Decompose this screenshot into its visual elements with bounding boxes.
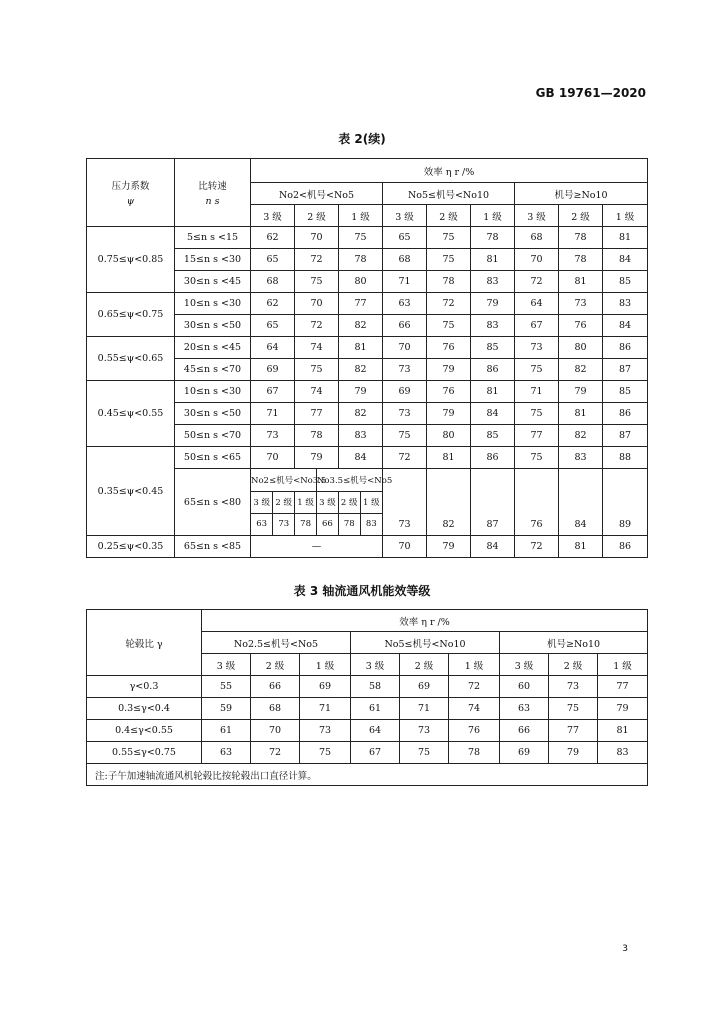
value-cell: 76 — [449, 720, 500, 742]
value-cell: 79 — [559, 381, 603, 403]
speed-range: 50≤n s <65 — [175, 447, 251, 469]
table-row — [87, 337, 648, 359]
group-header: No5≤机号<No10 — [383, 183, 515, 205]
value-cell: 72 — [515, 536, 559, 558]
table2 — [86, 158, 648, 558]
value-cell: 73 — [549, 676, 598, 698]
value-cell: 60 — [500, 676, 549, 698]
value-cell: 74 — [295, 381, 339, 403]
header-specific-speed — [175, 159, 251, 227]
value-cell: 77 — [295, 403, 339, 425]
value-cell: 77 — [598, 676, 648, 698]
sub-grade: 1 级 — [295, 491, 317, 513]
value-cell: 81 — [471, 249, 515, 271]
grade-header: 3 级 — [383, 205, 427, 227]
value-cell: 64 — [251, 337, 295, 359]
value-cell: 79 — [549, 742, 598, 764]
grade-header: 3 级 — [351, 654, 400, 676]
sub-grade: 2 级 — [338, 491, 360, 513]
pressure-label: 压力系数 — [111, 181, 150, 192]
value-cell: 87 — [603, 359, 648, 381]
value-cell: 71 — [251, 403, 295, 425]
speed-range: 30≤n s <50 — [175, 315, 251, 337]
value-cell: 78 — [295, 513, 317, 535]
grade-header: 3 级 — [202, 654, 251, 676]
grade-header: 1 级 — [300, 654, 351, 676]
speed-range: 10≤n s <30 — [175, 293, 251, 315]
value-cell: 74 — [449, 698, 500, 720]
value-cell: 76 — [427, 337, 471, 359]
value-cell: 71 — [383, 271, 427, 293]
value-cell: 77 — [515, 425, 559, 447]
grade-header: 1 级 — [339, 205, 383, 227]
value-cell: 70 — [383, 536, 427, 558]
value-cell: 80 — [559, 337, 603, 359]
grade-header: 3 级 — [515, 205, 559, 227]
value-cell: 86 — [603, 337, 648, 359]
grade-header: 1 级 — [449, 654, 500, 676]
value-cell: 79 — [339, 381, 383, 403]
sub-grade: 2 级 — [273, 491, 295, 513]
hub-ratio-range: 0.55≤γ<0.75 — [87, 742, 202, 764]
group-header: No2.5≤机号<No5 — [202, 632, 351, 654]
value-cell: 84 — [339, 447, 383, 469]
value-cell: 73 — [559, 293, 603, 315]
speed-range: 65≤n s <80 — [175, 469, 251, 536]
table2-header-row — [87, 159, 648, 183]
value-cell: 87 — [471, 469, 515, 536]
sub-group-header: No2≤机号<No3.5 — [251, 469, 316, 491]
page-number: 3 — [622, 944, 628, 954]
value-cell: 73 — [273, 513, 295, 535]
speed-range: 30≤n s <45 — [175, 271, 251, 293]
value-cell: 65 — [251, 315, 295, 337]
value-cell: 71 — [300, 698, 351, 720]
value-cell: 75 — [295, 359, 339, 381]
value-cell: 86 — [471, 447, 515, 469]
table-row — [87, 698, 648, 720]
value-cell: 87 — [603, 425, 648, 447]
speed-label: 比转速 — [198, 181, 227, 192]
value-cell: 71 — [400, 698, 449, 720]
standard-code: GB 19761—2020 — [535, 86, 646, 100]
grade-header: 2 级 — [427, 205, 471, 227]
value-cell: 72 — [515, 271, 559, 293]
grade-header: 2 级 — [295, 205, 339, 227]
header-efficiency: 效率 η r /% — [202, 610, 648, 632]
value-cell: 81 — [559, 403, 603, 425]
value-cell: 85 — [471, 425, 515, 447]
value-cell: 65 — [383, 227, 427, 249]
value-cell: 78 — [427, 271, 471, 293]
value-cell: 79 — [427, 359, 471, 381]
value-cell: 68 — [383, 249, 427, 271]
value-cell: 86 — [603, 536, 648, 558]
value-cell: 64 — [515, 293, 559, 315]
value-cell: 66 — [251, 676, 300, 698]
sub-grade: 3 级 — [251, 491, 273, 513]
speed-range: 30≤n s <50 — [175, 403, 251, 425]
value-cell: 84 — [471, 536, 515, 558]
value-cell: 75 — [427, 315, 471, 337]
sub-group-header: No3.5≤机号<No5 — [316, 469, 382, 491]
value-cell: 86 — [471, 359, 515, 381]
value-cell: 75 — [549, 698, 598, 720]
speed-range: 45≤n s <70 — [175, 359, 251, 381]
speed-range: 20≤n s <45 — [175, 337, 251, 359]
value-cell: 81 — [559, 536, 603, 558]
value-cell: 75 — [515, 359, 559, 381]
value-cell: 78 — [559, 249, 603, 271]
value-cell: 70 — [251, 447, 295, 469]
value-cell: 88 — [603, 447, 648, 469]
value-cell: 76 — [559, 315, 603, 337]
value-cell: 84 — [559, 469, 603, 536]
table-row — [87, 742, 648, 764]
table-row — [87, 447, 648, 469]
value-cell: 82 — [339, 315, 383, 337]
value-cell: 68 — [251, 271, 295, 293]
header-pressure-coefficient — [87, 159, 175, 227]
sub-grade-row — [251, 491, 382, 513]
value-cell: 75 — [515, 403, 559, 425]
table3-header-row — [87, 610, 648, 632]
value-cell: 69 — [400, 676, 449, 698]
hub-ratio-range: γ<0.3 — [87, 676, 202, 698]
value-cell: 70 — [383, 337, 427, 359]
sub-value-row — [251, 513, 382, 535]
value-cell: 75 — [427, 249, 471, 271]
value-cell: 81 — [471, 381, 515, 403]
speed-range: 15≤n s <30 — [175, 249, 251, 271]
table-row — [87, 536, 648, 558]
value-cell: 75 — [339, 227, 383, 249]
sub-table — [251, 469, 393, 535]
value-cell: 86 — [603, 403, 648, 425]
value-cell: 66 — [316, 513, 338, 535]
value-cell: 75 — [400, 742, 449, 764]
pressure-range: 0.55≤ψ<0.65 — [87, 337, 175, 381]
value-cell: 69 — [500, 742, 549, 764]
value-cell: 55 — [202, 676, 251, 698]
hub-ratio-range: 0.4≤γ<0.55 — [87, 720, 202, 742]
pressure-range: 0.25≤ψ<0.35 — [87, 536, 175, 558]
group-header: 机号≥No10 — [500, 632, 648, 654]
grade-header: 1 级 — [598, 654, 648, 676]
value-cell: 68 — [515, 227, 559, 249]
value-cell: 83 — [471, 271, 515, 293]
value-cell: 83 — [471, 315, 515, 337]
value-cell: 74 — [295, 337, 339, 359]
header-efficiency: 效率 η r /% — [251, 159, 648, 183]
value-cell: 59 — [202, 698, 251, 720]
value-cell: 69 — [300, 676, 351, 698]
hub-ratio-range: 0.3≤γ<0.4 — [87, 698, 202, 720]
value-cell: 68 — [251, 698, 300, 720]
value-cell: 80 — [339, 271, 383, 293]
table-row — [87, 293, 648, 315]
grade-header: 2 级 — [549, 654, 598, 676]
value-cell: 72 — [295, 249, 339, 271]
table2-caption: 表 2(续) — [338, 132, 386, 146]
value-cell: 79 — [427, 536, 471, 558]
value-cell: 79 — [427, 403, 471, 425]
value-cell: 78 — [471, 227, 515, 249]
value-cell: 72 — [383, 447, 427, 469]
value-cell: 69 — [251, 359, 295, 381]
value-cell: 78 — [338, 513, 360, 535]
value-cell: 82 — [339, 403, 383, 425]
sub-group-row — [251, 469, 382, 491]
value-cell: 73 — [400, 720, 449, 742]
value-cell: 82 — [339, 359, 383, 381]
value-cell: 81 — [603, 227, 648, 249]
value-cell: 73 — [515, 337, 559, 359]
value-cell: 62 — [251, 293, 295, 315]
value-cell: 67 — [351, 742, 400, 764]
value-cell: 69 — [383, 381, 427, 403]
value-cell: 73 — [383, 469, 427, 536]
value-cell: 58 — [351, 676, 400, 698]
value-cell: 77 — [339, 293, 383, 315]
value-cell: 66 — [383, 315, 427, 337]
table-row — [87, 676, 648, 698]
value-cell: 65 — [251, 249, 295, 271]
pressure-range: 0.75≤ψ<0.85 — [87, 227, 175, 293]
value-cell: 67 — [515, 315, 559, 337]
value-cell: 80 — [427, 425, 471, 447]
speed-range: 50≤n s <70 — [175, 425, 251, 447]
value-cell: 75 — [515, 447, 559, 469]
value-cell: 83 — [559, 447, 603, 469]
value-cell: 85 — [603, 381, 648, 403]
value-cell: 84 — [603, 315, 648, 337]
table3 — [86, 609, 648, 786]
table3-note: 注:子午加速轴流通风机轮毂比按轮毂出口直径计算。 — [87, 764, 648, 786]
value-cell: 78 — [295, 425, 339, 447]
value-cell: 76 — [427, 381, 471, 403]
value-cell: 75 — [383, 425, 427, 447]
value-cell: 81 — [339, 337, 383, 359]
value-cell: 63 — [383, 293, 427, 315]
value-cell: 81 — [559, 271, 603, 293]
value-cell: 83 — [339, 425, 383, 447]
value-cell: 81 — [598, 720, 648, 742]
value-cell: 70 — [251, 720, 300, 742]
value-cell: 78 — [339, 249, 383, 271]
value-cell: 83 — [598, 742, 648, 764]
value-cell: 78 — [559, 227, 603, 249]
value-cell: 61 — [351, 698, 400, 720]
value-cell: 79 — [471, 293, 515, 315]
value-cell: 75 — [427, 227, 471, 249]
group-header: No2<机号<No5 — [251, 183, 383, 205]
value-cell: 82 — [427, 469, 471, 536]
grade-header: 2 级 — [559, 205, 603, 227]
grade-header: 3 级 — [500, 654, 549, 676]
grade-header: 2 级 — [251, 654, 300, 676]
value-cell: 83 — [360, 513, 382, 535]
value-cell: 70 — [515, 249, 559, 271]
value-cell: 78 — [449, 742, 500, 764]
value-cell: 79 — [295, 447, 339, 469]
value-cell: 73 — [383, 403, 427, 425]
sub-grade: 3 级 — [316, 491, 338, 513]
value-cell: 83 — [603, 293, 648, 315]
pressure-range: 0.35≤ψ<0.45 — [87, 447, 175, 536]
value-cell: 76 — [515, 469, 559, 536]
value-cell: 70 — [295, 227, 339, 249]
sub-table-cell — [251, 469, 393, 536]
value-cell: 72 — [449, 676, 500, 698]
header-hub-ratio: 轮毂比 γ — [87, 610, 202, 676]
value-cell: 84 — [603, 249, 648, 271]
dash-cell: — — [251, 536, 383, 558]
value-cell: 85 — [471, 337, 515, 359]
grade-header: 1 级 — [603, 205, 648, 227]
value-cell: 75 — [300, 742, 351, 764]
value-cell: 84 — [471, 403, 515, 425]
pressure-symbol: ψ — [126, 196, 135, 207]
value-cell: 85 — [603, 271, 648, 293]
value-cell: 71 — [515, 381, 559, 403]
table3-note-row — [87, 764, 648, 786]
value-cell: 67 — [251, 381, 295, 403]
speed-range: 5≤n s <15 — [175, 227, 251, 249]
value-cell: 64 — [351, 720, 400, 742]
grade-header: 2 级 — [400, 654, 449, 676]
group-header: No5≤机号<No10 — [351, 632, 500, 654]
speed-range: 65≤n s <85 — [175, 536, 251, 558]
value-cell: 61 — [202, 720, 251, 742]
value-cell: 72 — [295, 315, 339, 337]
value-cell: 62 — [251, 227, 295, 249]
table-row — [87, 720, 648, 742]
table-row — [87, 227, 648, 249]
value-cell: 81 — [427, 447, 471, 469]
value-cell: 73 — [251, 425, 295, 447]
grade-header: 1 级 — [471, 205, 515, 227]
pressure-range: 0.65≤ψ<0.75 — [87, 293, 175, 337]
value-cell: 63 — [251, 513, 273, 535]
value-cell: 73 — [300, 720, 351, 742]
value-cell: 72 — [251, 742, 300, 764]
value-cell: 63 — [202, 742, 251, 764]
value-cell: 82 — [559, 425, 603, 447]
sub-grade: 1 级 — [360, 491, 382, 513]
value-cell: 77 — [549, 720, 598, 742]
value-cell: 70 — [295, 293, 339, 315]
speed-range: 10≤n s <30 — [175, 381, 251, 403]
group-header: 机号≥No10 — [515, 183, 648, 205]
pressure-range: 0.45≤ψ<0.55 — [87, 381, 175, 447]
table-row — [87, 381, 648, 403]
value-cell: 73 — [383, 359, 427, 381]
speed-symbol: n s — [205, 196, 220, 207]
value-cell: 82 — [559, 359, 603, 381]
value-cell: 72 — [427, 293, 471, 315]
value-cell: 75 — [295, 271, 339, 293]
table3-caption: 表 3 轴流通风机能效等级 — [293, 584, 431, 598]
value-cell: 89 — [603, 469, 648, 536]
value-cell: 66 — [500, 720, 549, 742]
value-cell: 63 — [500, 698, 549, 720]
grade-header: 3 级 — [251, 205, 295, 227]
value-cell: 79 — [598, 698, 648, 720]
